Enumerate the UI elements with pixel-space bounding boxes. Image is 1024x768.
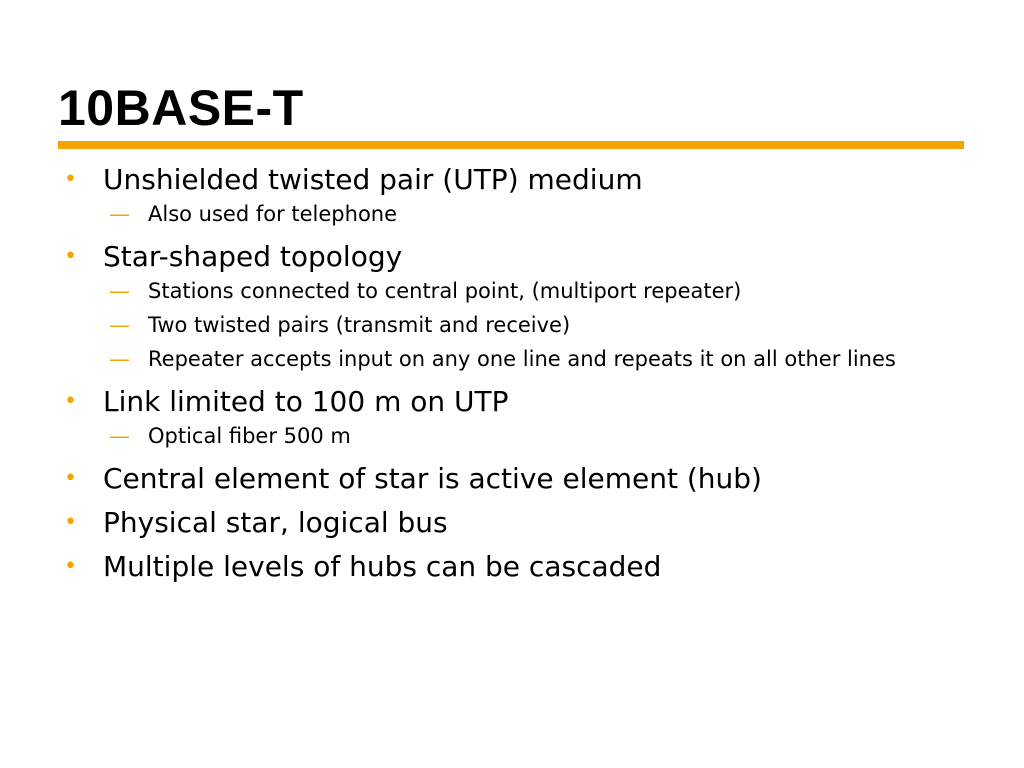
sub-item [109,200,918,229]
title-underline [58,141,964,149]
bullet-list [64,160,944,587]
bullet-item [64,237,944,378]
bullet-text: Unshielded twisted pair (UTP) medium [103,163,643,196]
slide-title: 10BASE-T [58,80,304,136]
bullet-text: Physical star, logical bus [103,506,448,539]
sub-item-text: Also used for telephone [148,202,398,226]
sub-item-text: Optical fiber 500 m [148,424,351,448]
sub-item-text: Two twisted pairs (transmit and receive) [148,313,571,337]
bullet-text: Star-shaped topology [103,240,403,273]
bullet-text: Multiple levels of hubs can be cascaded [103,550,662,583]
sub-list [109,422,944,455]
bullet-dot-icon: • [64,510,77,535]
bullet-dot-icon: • [64,466,77,491]
sub-item-text: Repeater accepts input on any one line and repeats it on all other lines [148,347,896,371]
dash-icon: — [109,313,130,337]
bullet-item [64,160,944,233]
sub-item [109,345,918,374]
bullet-item [64,547,944,587]
bullet-dot-icon: • [64,244,77,269]
sub-list [109,200,944,233]
bullet-item [64,382,944,455]
sub-item [109,277,918,306]
dash-icon: — [109,347,130,371]
dash-icon: — [109,424,130,448]
bullet-text: Link limited to 100 m on UTP [103,385,509,418]
sub-item [109,422,918,451]
sub-item [109,311,918,340]
bullet-text: Central element of star is active element (hub) [103,462,762,495]
bullet-item [64,503,944,543]
sub-list [109,277,944,378]
bullet-dot-icon: • [64,389,77,414]
bullet-item [64,459,944,499]
sub-item-text: Stations connected to central point, (multiport repeater) [148,279,742,303]
dash-icon: — [109,202,130,226]
bullet-dot-icon: • [64,167,77,192]
dash-icon: — [109,279,130,303]
bullet-dot-icon: • [64,554,77,579]
